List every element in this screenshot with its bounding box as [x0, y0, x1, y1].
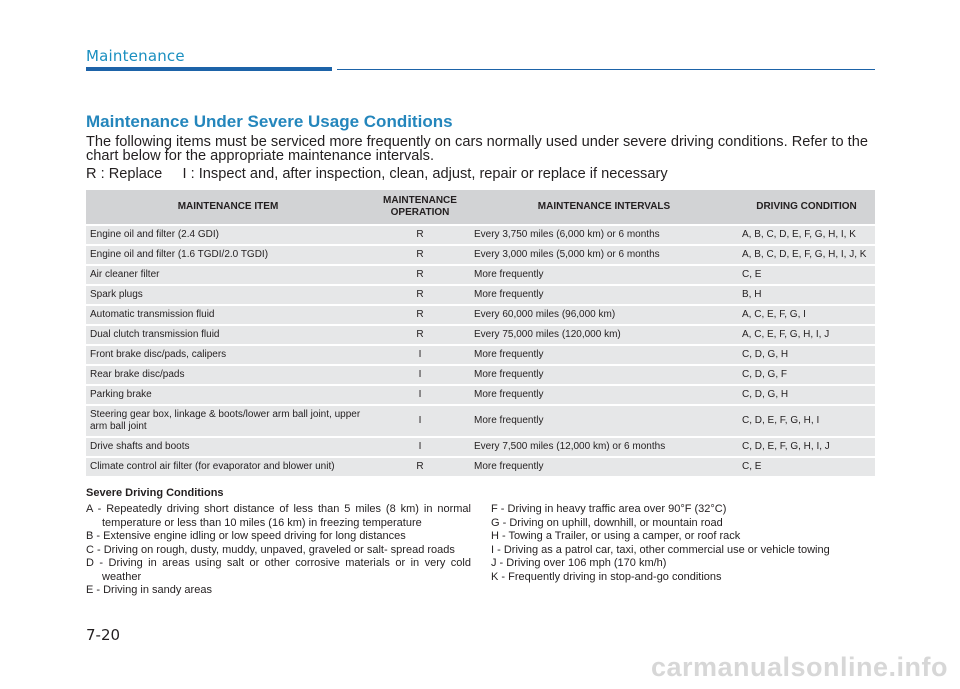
item-cell: Engine oil and filter (2.4 GDI): [86, 225, 370, 245]
operation-cell: I: [370, 405, 470, 437]
operation-cell: R: [370, 305, 470, 325]
operation-legend: [86, 166, 668, 182]
condition-note: F - Driving in heavy traffic area over 90°F (32°C): [491, 503, 727, 515]
item-cell: Spark plugs: [86, 285, 370, 305]
table-row: [86, 305, 875, 325]
condition-cell: A, C, E, F, G, I: [738, 305, 875, 325]
table-row: [86, 285, 875, 305]
legend-spacer: [162, 166, 182, 182]
operation-cell: R: [370, 457, 470, 476]
conditions-list-right: [491, 503, 876, 584]
interval-cell: Every 3,000 miles (5,000 km) or 6 months: [470, 245, 738, 265]
interval-cell: More frequently: [470, 457, 738, 476]
interval-cell: More frequently: [470, 285, 738, 305]
intro-text: The following items must be serviced more frequently on cars normally used under severe driving conditions. Refer to the chart below for the appropriate maintenance intervals.: [86, 134, 868, 164]
interval-cell: More frequently: [470, 345, 738, 365]
item-cell: Engine oil and filter (1.6 TGDI/2.0 TGDI): [86, 245, 370, 265]
item-cell: Front brake disc/pads, calipers: [86, 345, 370, 365]
operation-cell: R: [370, 265, 470, 285]
table-row: [86, 437, 875, 457]
condition-cell: A, B, C, D, E, F, G, H, I, K: [738, 225, 875, 245]
interval-cell: More frequently: [470, 365, 738, 385]
condition-note: J - Driving over 106 mph (170 km/h): [491, 557, 667, 569]
condition-cell: C, D, E, F, G, H, I, J: [738, 437, 875, 457]
condition-note: E - Driving in sandy areas: [86, 584, 212, 596]
condition-note: D - Driving in areas using salt or other corrosive materials or in very cold weather: [86, 557, 471, 583]
item-cell: Rear brake disc/pads: [86, 365, 370, 385]
header-rule-thick: [86, 67, 332, 71]
table-row: [86, 225, 875, 245]
condition-cell: C, D, E, F, G, H, I: [738, 405, 875, 437]
page-title: Maintenance Under Severe Usage Conditions: [86, 112, 453, 131]
table-row: [86, 385, 875, 405]
condition-cell: C, E: [738, 265, 875, 285]
operation-cell: R: [370, 325, 470, 345]
interval-cell: Every 3,750 miles (6,000 km) or 6 months: [470, 225, 738, 245]
operation-cell: R: [370, 225, 470, 245]
table-row: [86, 265, 875, 285]
condition-cell: A, C, E, F, G, H, I, J: [738, 325, 875, 345]
interval-cell: More frequently: [470, 385, 738, 405]
condition-cell: B, H: [738, 285, 875, 305]
condition-cell: C, D, G, H: [738, 345, 875, 365]
operation-cell: I: [370, 345, 470, 365]
condition-cell: C, D, G, H: [738, 385, 875, 405]
operation-cell: R: [370, 245, 470, 265]
conditions-list-left: [86, 503, 471, 598]
condition-note: I - Driving as a patrol car, taxi, other commercial use or vehicle towing: [491, 543, 830, 556]
item-cell: Air cleaner filter: [86, 265, 370, 285]
item-cell: Steering gear box, linkage & boots/lower arm ball joint, upper arm ball joint: [86, 405, 370, 437]
column-header: MAINTENANCE INTERVALS: [470, 190, 738, 225]
condition-note: C - Driving on rough, dusty, muddy, unpaved, graveled or salt- spread roads: [86, 543, 455, 556]
legend-replace: R : Replace: [86, 166, 163, 182]
table-row: [86, 365, 875, 385]
condition-note: B - Extensive engine idling or low speed driving for long distances: [86, 530, 406, 542]
item-cell: Automatic transmission fluid: [86, 305, 370, 325]
interval-cell: More frequently: [470, 405, 738, 437]
operation-cell: I: [370, 385, 470, 405]
table-header-row: [86, 190, 875, 225]
table-row: [86, 325, 875, 345]
operation-cell: I: [370, 365, 470, 385]
interval-cell: Every 7,500 miles (12,000 km) or 6 months: [470, 437, 738, 457]
maintenance-table: [86, 190, 875, 476]
item-cell: Climate control air filter (for evaporator and blower unit): [86, 457, 370, 476]
condition-cell: C, D, G, F: [738, 365, 875, 385]
page-number: 7-20: [86, 626, 121, 644]
interval-cell: Every 60,000 miles (96,000 km): [470, 305, 738, 325]
column-header: DRIVING CONDITION: [738, 190, 875, 225]
item-cell: Drive shafts and boots: [86, 437, 370, 457]
condition-note: K - Frequently driving in stop-and-go conditions: [491, 570, 722, 583]
conditions-title: Severe Driving Conditions: [86, 487, 224, 499]
condition-cell: C, E: [738, 457, 875, 476]
condition-note: A - Repeatedly driving short distance of less than 5 miles (8 km) in normal temperature or less than 10 miles (16 km) in freezing temperature: [86, 503, 471, 529]
column-header: MAINTENANCE OPERATION: [370, 190, 470, 225]
interval-cell: More frequently: [470, 265, 738, 285]
table-row: [86, 345, 875, 365]
condition-note: H - Towing a Trailer, or using a camper, or roof rack: [491, 530, 741, 542]
interval-cell: Every 75,000 miles (120,000 km): [470, 325, 738, 345]
table-row: [86, 457, 875, 476]
section-label: Maintenance: [86, 47, 185, 65]
condition-cell: A, B, C, D, E, F, G, H, I, J, K: [738, 245, 875, 265]
table-row: [86, 245, 875, 265]
condition-note: G - Driving on uphill, downhill, or mountain road: [491, 516, 723, 529]
watermark: carmanualsonline.info: [650, 652, 948, 682]
item-cell: Dual clutch transmission fluid: [86, 325, 370, 345]
operation-cell: I: [370, 437, 470, 457]
legend-inspect: I : Inspect and, after inspection, clean, adjust, repair or replace if necessary: [182, 166, 668, 182]
column-header: MAINTENANCE ITEM: [86, 190, 370, 225]
table-row: [86, 405, 875, 437]
item-cell: Parking brake: [86, 385, 370, 405]
operation-cell: R: [370, 285, 470, 305]
header-rule-thin: [337, 69, 875, 70]
